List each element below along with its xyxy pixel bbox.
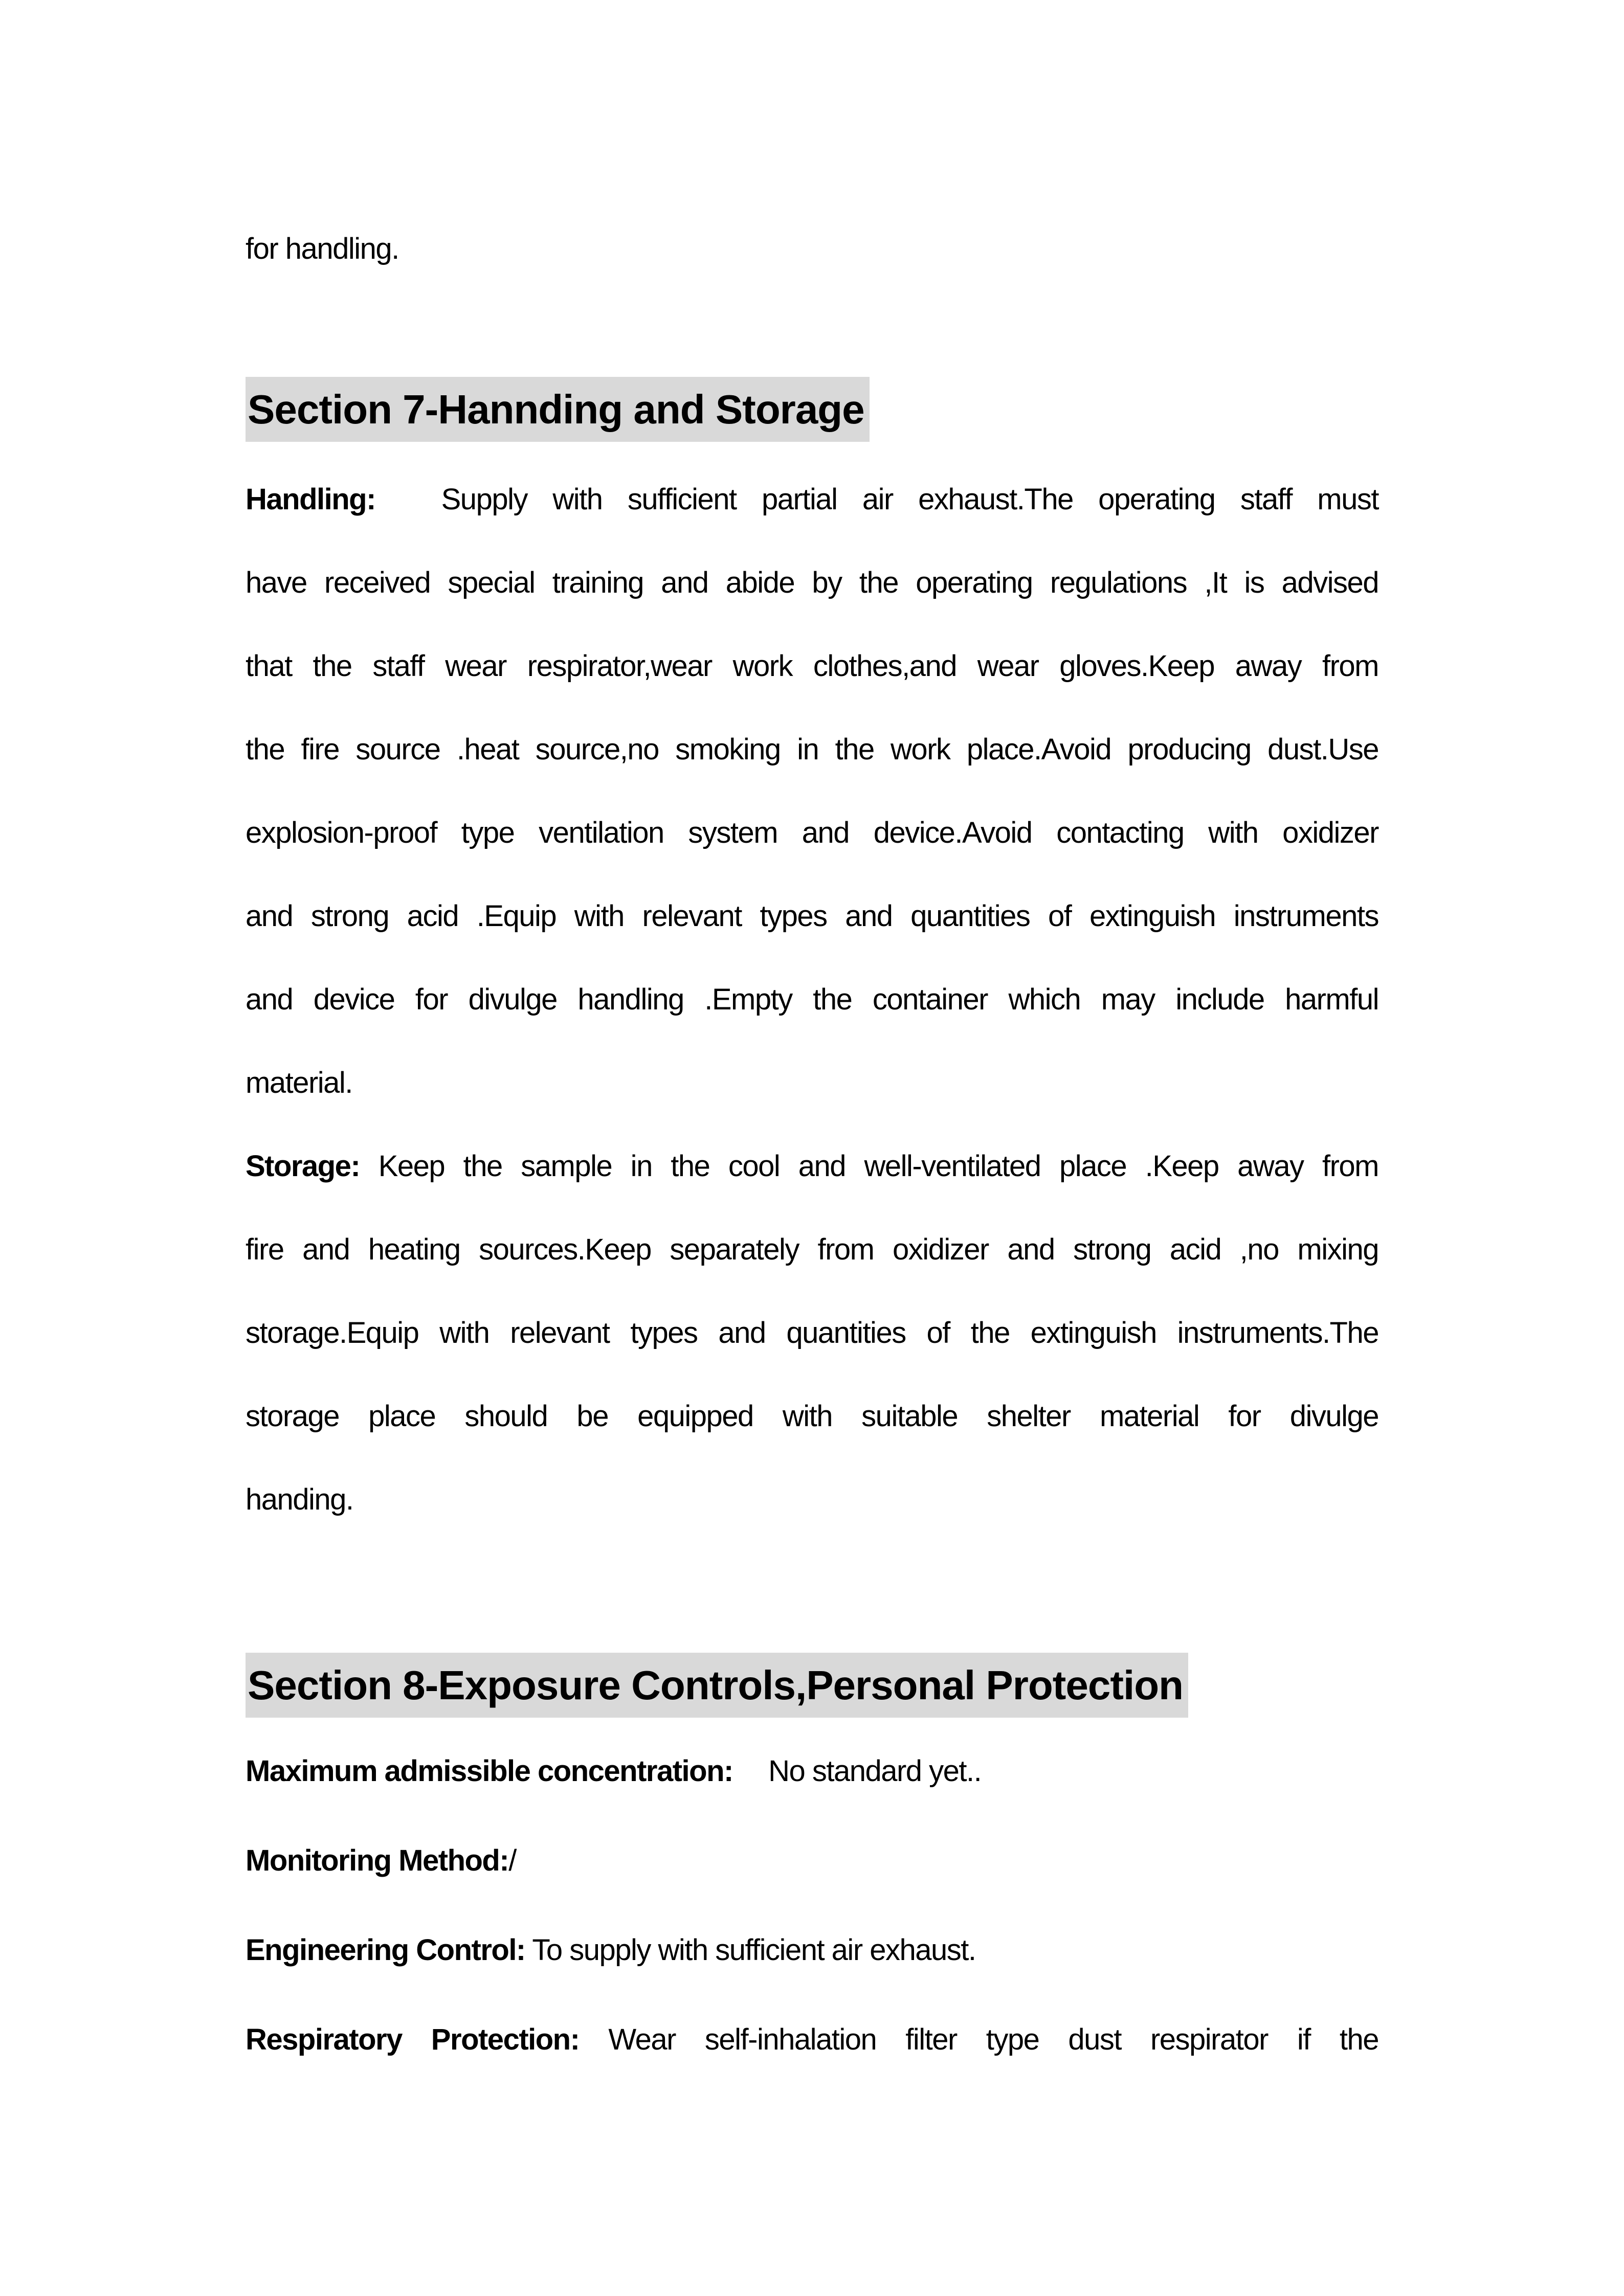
respiratory-protection-line — [246, 1998, 1378, 2081]
handling-line-1 — [246, 458, 1378, 541]
handling-line-2: have received special training and abide by the operating regulations ,It is advised — [246, 566, 1378, 599]
storage-line-1-text: Keep the sample in the cool and well-ventilated place .Keep away from — [378, 1150, 1378, 1183]
monitoring-method-value: / — [508, 1844, 516, 1877]
handling-line-4: the fire source .heat source,no smoking in the work place.Avoid producing dust.Use — [246, 733, 1378, 766]
handling-line-7: and device for divulge handling .Empty the container which may include harmful — [246, 983, 1378, 1016]
storage-line-1 — [246, 1124, 1378, 1208]
section-8-heading-text: Section 8-Exposure Controls,Personal Protection — [246, 1653, 1188, 1718]
handling-line-3: that the staff wear respirator,wear work clothes,and wear gloves.Keep away from — [246, 649, 1378, 683]
engineering-control-label: Engineering Control: — [246, 1933, 525, 1967]
storage-line-4: storage place should be equipped with suitable shelter material for divulge — [246, 1400, 1378, 1433]
storage-label: Storage: — [246, 1150, 360, 1183]
storage-line-5: handing. — [246, 1483, 353, 1516]
handling-line-5: explosion-proof type ventilation system and device.Avoid contacting with oxidizer — [246, 816, 1378, 849]
section-7-heading — [246, 377, 1378, 442]
monitoring-method-label: Monitoring Method: — [246, 1844, 509, 1877]
section-7-heading-text: Section 7-Hannding and Storage — [246, 377, 870, 442]
engineering-control-line — [246, 1908, 1378, 1992]
intro-line: for handling. — [246, 232, 399, 265]
respiratory-protection-value: Wear self-inhalation filter type dust respirator if the — [608, 2023, 1378, 2056]
storage-paragraph — [246, 1124, 1378, 1541]
monitoring-method-line — [246, 1819, 1378, 1902]
respiratory-protection-label: Respiratory Protection: — [246, 2023, 580, 2056]
handling-label: Handling: — [246, 483, 375, 516]
max-concentration-value: No standard yet.. — [768, 1754, 982, 1788]
max-concentration-label: Maximum admissible concentration: — [246, 1754, 733, 1788]
engineering-control-value: To supply with sufficient air exhaust. — [532, 1933, 976, 1967]
storage-line-2: fire and heating sources.Keep separately from oxidizer and strong acid ,no mixing — [246, 1233, 1378, 1266]
handling-line-1-text: Supply with sufficient partial air exhaust.The operating staff must — [441, 483, 1378, 516]
max-concentration-line — [246, 1729, 1378, 1813]
section-8-heading — [246, 1653, 1378, 1718]
storage-line-3: storage.Equip with relevant types and quantities of the extinguish instruments.The — [246, 1316, 1378, 1349]
handling-line-8: material. — [246, 1066, 352, 1099]
handling-paragraph — [246, 458, 1378, 1124]
handling-line-6: and strong acid .Equip with relevant types and quantities of extinguish instruments — [246, 899, 1378, 933]
